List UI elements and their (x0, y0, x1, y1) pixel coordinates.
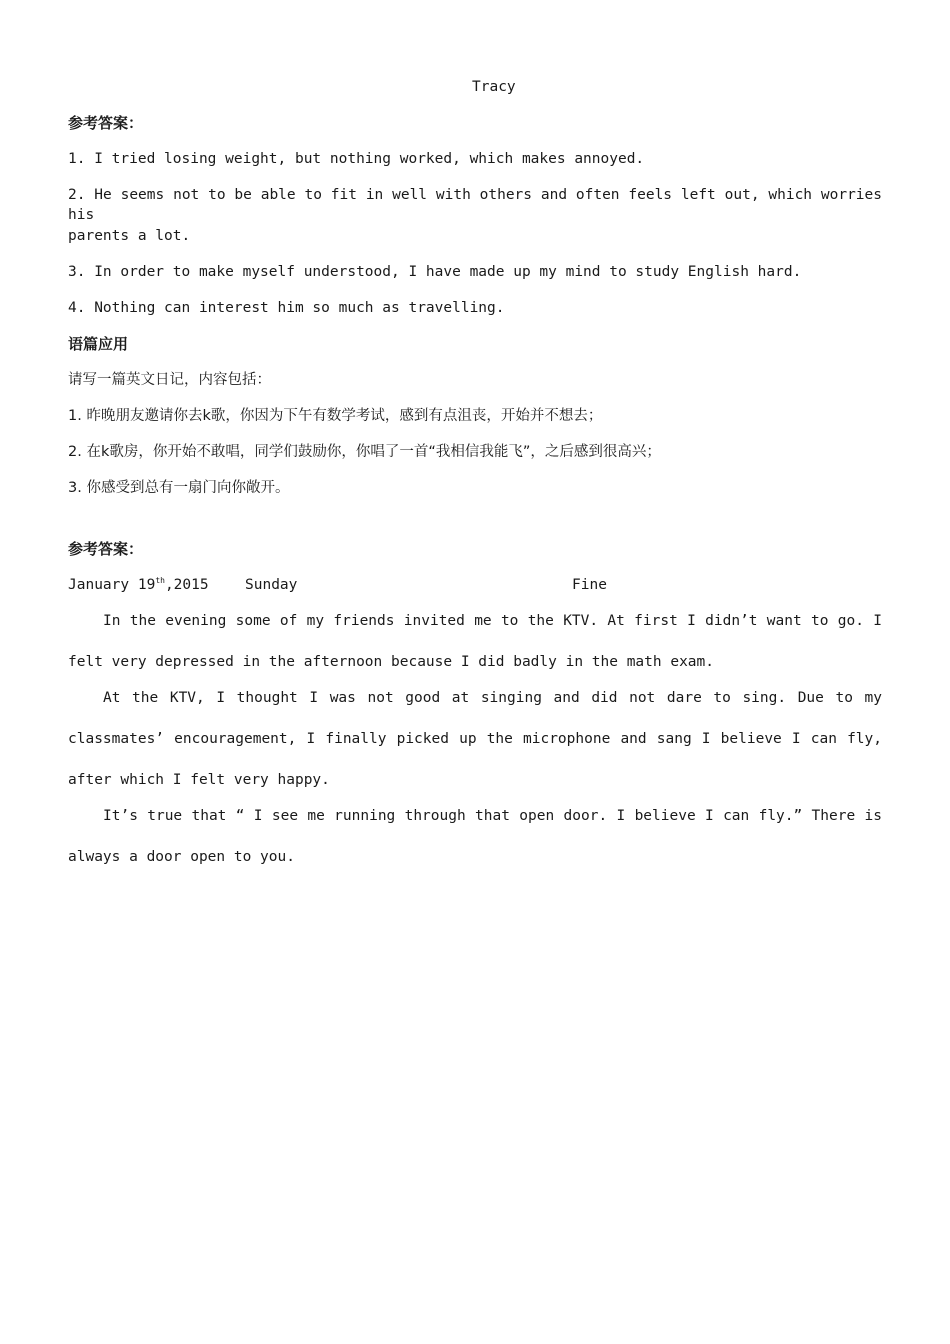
diary-paragraph-2-line-2: classmates’ encouragement, I finally picked up the microphone and sang I believe I can fly, (68, 731, 882, 747)
answer-item-4: 4. Nothing can interest him so much as travelling. (68, 300, 505, 316)
diary-paragraph-2-line-3: after which I felt very happy. (68, 772, 330, 788)
signature: Tracy (472, 79, 516, 95)
writing-task-item-1: 1. 昨晚朋友邀请你去k歌，你因为下午有数学考试，感到有点沮丧，开始并不想去； (68, 408, 603, 424)
answer-heading-2: 参考答案： (68, 540, 144, 558)
diary-weather: Fine (572, 577, 607, 593)
diary-paragraph-2-line-1: At the KTV, I thought I was not good at singing and did not dare to sing. Due to my (103, 690, 882, 706)
answer-item-3: 3. In order to make myself understood, I have made up my mind to study English hard. (68, 264, 802, 280)
diary-weekday: Sunday (245, 577, 298, 593)
writing-task-item-2: 2. 在k歌房，你开始不敢唱，同学们鼓励你，你唱了一首“我相信我能飞”，之后感到很高兴； (68, 444, 661, 460)
answer-item-2-line-1: 2. He seems not to be able to fit in well with others and often feels left out, which worries his (68, 187, 882, 223)
diary-paragraph-3-line-1: It’s true that “ I see me running through that open door. I believe I can fly.” There is (103, 808, 882, 824)
diary-paragraph-3-line-2: always a door open to you. (68, 849, 295, 865)
diary-header (68, 575, 882, 595)
diary-date-year: ,2015 (164, 577, 209, 593)
writing-task-item-3: 3. 你感受到总有一扇门向你敞开。 (68, 480, 290, 496)
answer-item-2-line-2: parents a lot. (68, 228, 191, 244)
diary-date-month: January 19 (68, 577, 156, 593)
diary-date (68, 575, 209, 595)
writing-task-intro: 请写一篇英文日记，内容包括： (68, 372, 271, 388)
diary-paragraph-1-line-2: felt very depressed in the afternoon because I did badly in the math exam. (68, 654, 715, 670)
answer-item-1: 1. I tried losing weight, but nothing worked, which makes annoyed. (68, 151, 645, 167)
answer-heading-1: 参考答案： (68, 114, 144, 132)
diary-paragraph-1-line-1: In the evening some of my friends invited me to the KTV. At first I didn’t want to go. I (103, 613, 882, 629)
writing-task-heading: 语篇应用 (68, 335, 129, 353)
diary-date-suffix: th (155, 576, 165, 586)
